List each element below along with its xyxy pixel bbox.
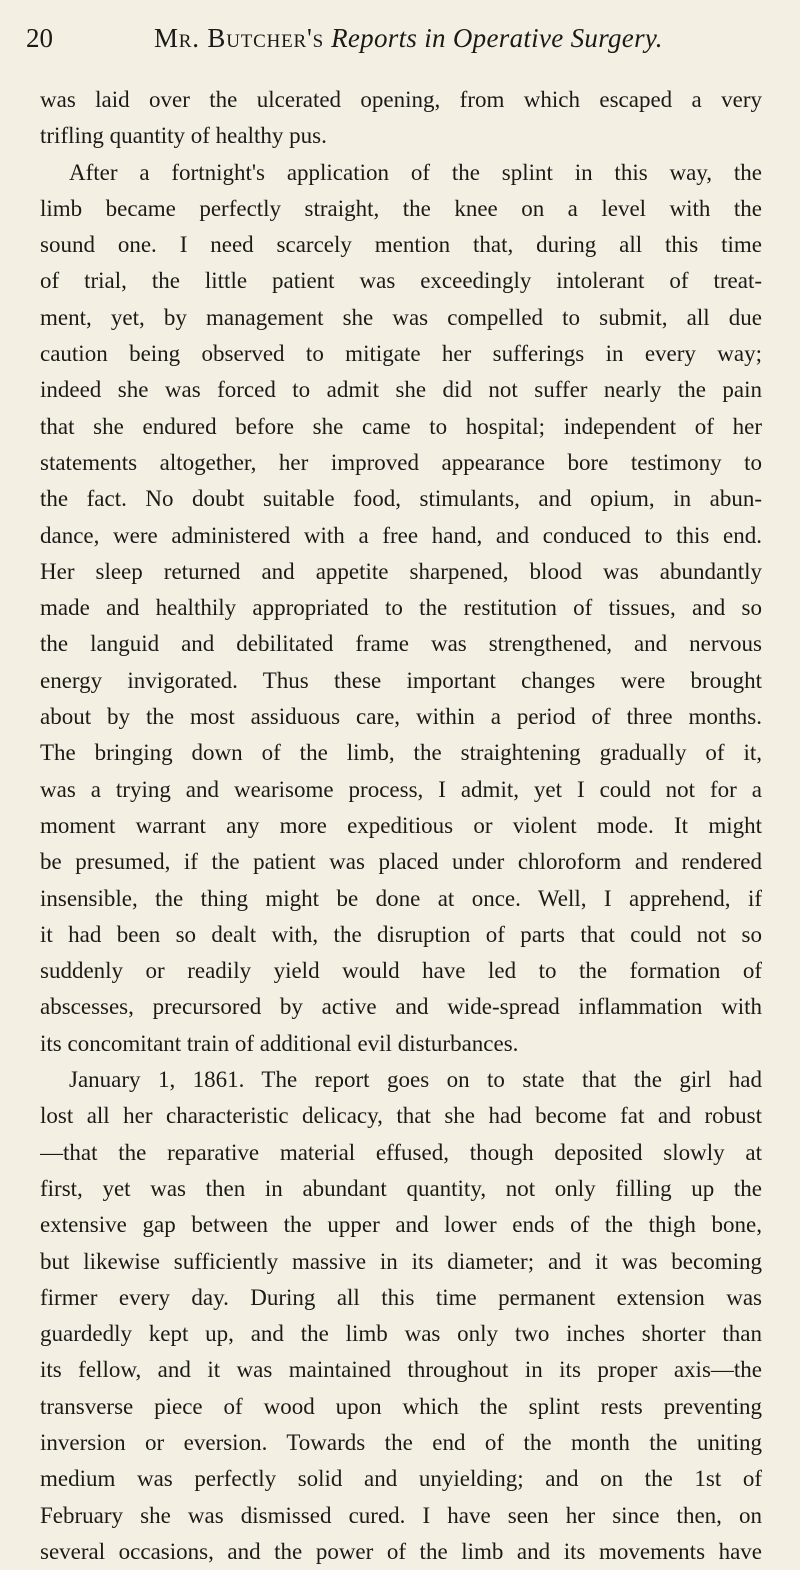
page-number: 20 bbox=[26, 23, 53, 53]
text-line: first, yet was then in abundant quantity, not only filling up the bbox=[40, 1175, 762, 1201]
body-text bbox=[40, 82, 762, 1570]
text-line: insensible, the thing might be done at once. Well, I apprehend, if bbox=[40, 885, 762, 911]
text-line: trifling quantity of healthy pus. bbox=[40, 123, 327, 149]
text-line: about by the most assiduous care, within a period of three months. bbox=[40, 704, 762, 730]
text-line: medium was perfectly solid and unyielding; and on the 1st of bbox=[40, 1466, 762, 1492]
text-line: limb became perfectly straight, the knee on a level with the bbox=[40, 195, 762, 221]
text-line: indeed she was forced to admit she did not suffer nearly the pain bbox=[40, 377, 762, 403]
text-line: its concomitant train of additional evil disturbances. bbox=[40, 1030, 519, 1056]
text-line: that she endured before she came to hospital; independent of her bbox=[40, 413, 762, 439]
text-line: be presumed, if the patient was placed under chloroform and rendered bbox=[40, 849, 762, 875]
text-line: its fellow, and it was maintained throughout in its proper axis—the bbox=[40, 1357, 762, 1383]
text-line: the fact. No doubt suitable food, stimulants, and opium, in abun- bbox=[40, 486, 762, 512]
text-line: it had been so dealt with, the disruption of parts that could not so bbox=[40, 921, 762, 947]
running-title bbox=[154, 18, 663, 58]
text-line: caution being observed to mitigate her sufferings in every way; bbox=[40, 341, 762, 367]
text-line: energy invigorated. Thus these important changes were brought bbox=[40, 667, 762, 693]
text-line: but likewise sufficiently massive in its diameter; and it was becoming bbox=[40, 1248, 762, 1274]
text-line: made and healthily appropriated to the restitution of tissues, and so bbox=[40, 595, 762, 621]
text-line: suddenly or readily yield would have led to the formation of bbox=[40, 958, 762, 984]
text-line: dance, were administered with a free hand, and conduced to this end. bbox=[40, 522, 762, 548]
text-line: January 1, 1861. The report goes on to state that the girl had bbox=[69, 1067, 762, 1093]
text-line: transverse piece of wood upon which the splint rests preventing bbox=[40, 1393, 762, 1419]
text-line: was a trying and wearisome process, I admit, yet I could not for a bbox=[40, 776, 762, 802]
text-line: After a fortnight's application of the splint in this way, the bbox=[69, 159, 762, 185]
text-line: The bringing down of the limb, the straightening gradually of it, bbox=[40, 740, 762, 766]
text-line: statements altogether, her improved appearance bore testimony to bbox=[40, 449, 762, 475]
text-line: lost all her characteristic delicacy, that she had become fat and robust bbox=[40, 1103, 762, 1129]
text-line: moment warrant any more expeditious or violent mode. It might bbox=[40, 812, 762, 838]
running-title-author: Mr. Butcher's bbox=[154, 23, 325, 53]
running-title-work: Reports in Operative Surgery. bbox=[331, 23, 663, 53]
text-line: Her sleep returned and appetite sharpened, blood was abundantly bbox=[40, 558, 762, 584]
text-line: abscesses, precursored by active and wide-spread inflammation with bbox=[40, 994, 762, 1020]
text-line: February she was dismissed cured. I have seen her since then, on bbox=[40, 1502, 762, 1528]
text-line: was laid over the ulcerated opening, from which escaped a very bbox=[40, 87, 762, 112]
text-line: ment, yet, by management she was compelled to submit, all due bbox=[40, 304, 762, 330]
text-line: sound one. I need scarcely mention that, during all this time bbox=[40, 232, 762, 258]
text-line: guardedly kept up, and the limb was only two inches shorter than bbox=[40, 1321, 762, 1347]
text-line: —that the reparative material effused, though deposited slowly at bbox=[40, 1139, 762, 1165]
text-line: the languid and debilitated frame was strengthened, and nervous bbox=[40, 631, 762, 657]
text-line: inversion or eversion. Towards the end of the month the uniting bbox=[40, 1429, 762, 1455]
text-line: of trial, the little patient was exceedingly intolerant of treat- bbox=[40, 268, 762, 294]
text-line: extensive gap between the upper and lower ends of the thigh bone, bbox=[40, 1212, 762, 1238]
text-line: several occasions, and the power of the limb and its movements have bbox=[40, 1538, 762, 1564]
text-line: firmer every day. During all this time permanent extension was bbox=[40, 1284, 762, 1310]
running-head bbox=[26, 18, 774, 58]
